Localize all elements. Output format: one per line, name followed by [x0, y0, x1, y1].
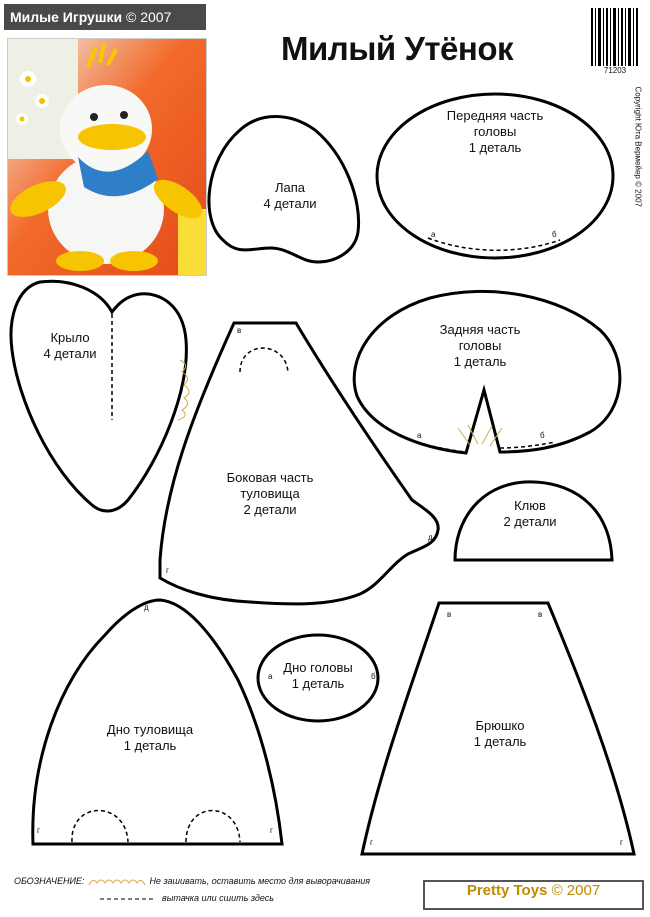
belly-point-g-left: г — [370, 838, 373, 847]
belly-count: 1 деталь — [473, 734, 527, 749]
belly-name: Брюшко — [475, 718, 525, 733]
footer-brand-name: Pretty Toys — [466, 882, 548, 899]
body-side-point-g: г — [166, 566, 169, 575]
label-belly — [450, 718, 550, 750]
copyright-text: Copyright Юта Вермейер © 2007 — [633, 86, 643, 207]
head-front-name1: Передняя часть — [446, 108, 544, 123]
head-back-name1: Задняя часть — [439, 322, 521, 337]
label-head-back — [410, 322, 550, 370]
brand-name: Милые Игрушки — [10, 9, 123, 25]
body-bottom-point-g-right: г — [270, 826, 273, 835]
label-body-bottom — [90, 722, 210, 754]
body-bottom-count: 1 деталь — [123, 738, 177, 753]
head-front-name2: головы — [473, 124, 517, 139]
label-beak — [480, 498, 580, 530]
label-body-side — [210, 470, 330, 518]
wing-count: 4 детали — [43, 346, 97, 361]
label-head-bottom — [268, 660, 368, 692]
beak-name: Клюв — [514, 498, 546, 513]
head-bottom-point-b: б — [371, 672, 376, 681]
body-bottom-point-d: д — [144, 603, 149, 612]
label-wing — [20, 330, 120, 362]
head-front-count: 1 деталь — [468, 140, 522, 155]
body-side-name1: Боковая часть — [226, 470, 314, 485]
head-bottom-point-a: а — [268, 672, 273, 681]
dart-mark-icon — [100, 897, 156, 901]
page-title: Милый Утёнок — [280, 30, 514, 67]
body-side-outline — [160, 323, 438, 604]
wing-name: Крыло — [50, 330, 90, 345]
body-side-point-v: в — [237, 326, 242, 335]
body-bottom-dart-right — [186, 811, 240, 843]
body-side-name2: туловища — [240, 486, 300, 501]
belly-point-g-right: г — [620, 838, 623, 847]
body-bottom-name: Дно туловища — [106, 722, 194, 737]
footer-brand — [423, 880, 644, 910]
belly-point-v-right: в — [538, 610, 543, 619]
barcode-number: 71203 — [603, 66, 627, 75]
legend-text-1: Не зашивать, оставить место для выворачивания — [149, 876, 371, 886]
brand-year: © 2007 — [126, 9, 172, 25]
foot-name: Лапа — [274, 180, 306, 195]
legend — [14, 876, 370, 887]
body-side-point-d: д — [428, 533, 433, 542]
beak-count: 2 детали — [503, 514, 557, 529]
body-bottom-dart-left — [72, 811, 128, 843]
head-bottom-count: 1 деталь — [291, 676, 345, 691]
footer-year: © 2007 — [551, 882, 601, 899]
foot-count: 4 детали — [263, 196, 317, 211]
wing-outline — [11, 281, 186, 511]
head-back-outline — [354, 291, 620, 453]
body-side-dart — [240, 348, 288, 372]
head-bottom-name: Дно головы — [283, 660, 353, 675]
head-back-name2: головы — [458, 338, 502, 353]
head-front-point-a: а — [431, 230, 436, 239]
body-bottom-point-g-left: г — [37, 826, 40, 835]
opening-mark-icon — [87, 877, 147, 887]
head-back-point-b: б — [540, 431, 545, 440]
head-back-count: 1 деталь — [453, 354, 507, 369]
head-back-point-a: а — [417, 431, 422, 440]
legend-label: ОБОЗНАЧЕНИЕ: — [14, 876, 85, 886]
belly-point-v-left: в — [447, 610, 452, 619]
head-front-edge — [428, 238, 560, 250]
label-foot — [240, 180, 340, 212]
label-head-front — [420, 108, 570, 156]
head-front-point-b: б — [552, 230, 557, 239]
legend-text-2: вытачка или сшить здесь — [162, 893, 275, 903]
body-side-count: 2 детали — [243, 502, 297, 517]
